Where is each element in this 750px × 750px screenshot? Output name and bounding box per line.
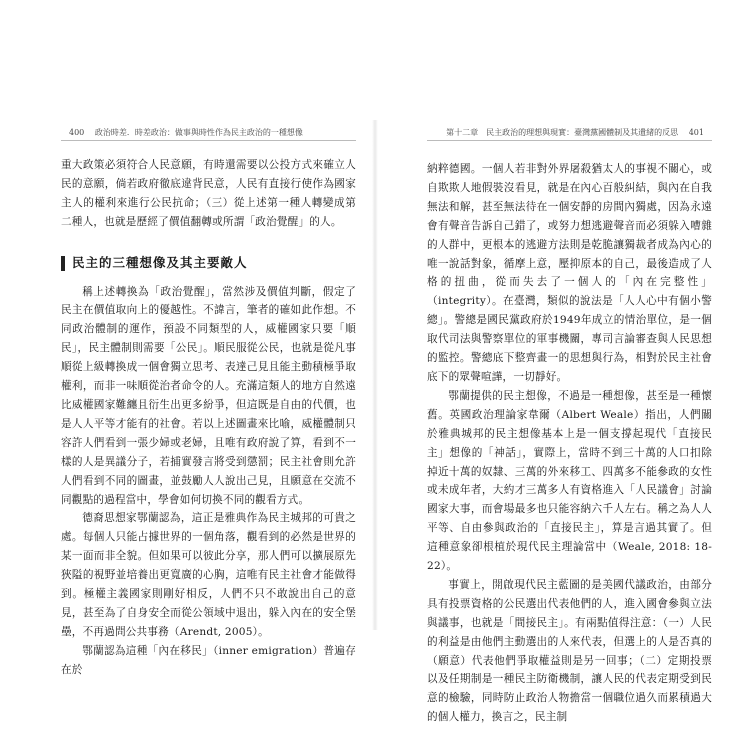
left-header-rule <box>61 140 356 141</box>
paragraph: 稱上述轉換為「政治覺醒」，當然涉及價值判斷，假定了民主在價值取向上的優越性。不諱言，筆者的確如此作想。不同政治體制的運作，預設不同類型的人，威權國家只要「順民」，民主體制則需要「公民」。順民服從公民，也就是從凡事順從上級轉換成一個會獨立思考、表達己見且能主動積極爭取權利，而非一味順從治者命令的人。充滿這類人的地方自然遠比威權國家難纏且衍生出更多紛爭，但這既是自由的代價，也是人人平等才能有的社會。若以上述圖畫來比喻，威權體制只容許人們看到一張少婦或老婦，且唯有政府說了算，看到不一樣的人是異議分子，若捕實發言將受到懲罰；民主社會則允許人們看到不同的圖畫，並鼓勵人人說出己見，且願意在交流不同觀點的過程當中，學會如何切換不同的觀看方式。 <box>61 285 356 506</box>
right-page <box>375 0 750 750</box>
paragraph: 事實上，開啟現代民主藍圖的是美國代議政治，由部分具有投票資格的公民選出代表他們的人，進入國會參與立法與議事，也就是「間接民主」。有兩點值得注意：（一）人民的利益是由他們主動選出的人來代表，但選上的人是否真的（願意）代表他們爭取權益則是另一回事；（二）定期投票以及任期制是一種民主防衛機制，讓人民的代表定期受到民意的檢驗，同時防止政治人物擔當一個職位過久而累積過大的個人權力，換言之，民主制 <box>427 578 712 724</box>
right-body-text <box>427 160 712 727</box>
paragraph: 德裔思想家鄂蘭認為，這正是雅典作為民主城邦的可貴之處。每個人只能占據世界的一個角落，觀看到的必然是世界的某一面而非全貌。但如果可以彼此分享，那人們可以擴展原先狹隘的視野並培養出更寬廣的心胸，這唯有民主社會才能做得到。極權主義國家則剛好相反，人們不只不敢說出自己的意見，甚至為了自身安全而從公領域中退出，躲入內在的安全堡壘，不再過問公共事務（Arendt, 2005）。 <box>61 512 356 638</box>
right-page-number: 401 <box>688 128 704 137</box>
section-heading-bar <box>61 256 65 271</box>
right-header-rule <box>427 140 712 141</box>
right-running-title: 第十二章 民主政治的理想與現實：臺灣黨國體制及其遺緒的反思 <box>446 128 679 137</box>
section-heading <box>61 254 356 273</box>
right-running-head <box>446 127 712 138</box>
left-running-head <box>61 127 303 138</box>
paragraph: 鄂蘭認為這種「內在移民」（inner emigration）普遍存在於 <box>61 644 356 676</box>
left-running-title: 政治時差．時差政治：做事與時性作為民主政治的一種想像 <box>94 128 303 137</box>
paragraph: 重大政策必須符合人民意願，有時還需要以公投方式來確立人民的意願，倘若政府徹底違背民意，人民有直接行使作為國家主人的權利來進行公民抗命；（三）從上述第一種人轉變成第二種人，也就是歷經了價值翻轉或所謂「政治覺醒」的人。 <box>61 159 356 228</box>
left-body-text <box>61 156 356 680</box>
paragraph: 鄂蘭提供的民主想像，不過是一種想像，甚至是一種懷舊。英國政治理論家韋爾（Albert Weale）指出，人們關於雅典城邦的民主想像基本上是一個支撐起現代「直接民主」想像的「神話」，實際上，當時不到三十萬的人口扣除掉近十萬的奴隸、三萬的外來移工、四萬多不能參政的女性或未成年者，大約才三萬多人有資格進入「人民議會」討論國家大事，而會場最多也只能容納六千人左右。稱之為人人平等、自由參與政治的「直接民主」，算是言過其實了。但這種意象卻根植於現代民主理論當中（Weale, 2018: 18-22）。 <box>427 389 712 573</box>
section-heading-text: 民主的三種想像及其主要敵人 <box>72 254 248 270</box>
paragraph: 納粹德國。一個人若非對外界屠殺猶太人的事視不關心，或自欺欺人地假裝沒看見，就是在內心百般糾結，與內在自我無法和解，甚至無法待在一個安靜的房間內獨處，因為永遠會有聲音告訴自己錯了，或努力想逃避聲音而必須躲入嘈雜的人群中，更根本的逃避方法則是乾脆讓獨裁者成為內心的唯一說話對象，循摩上意，壓抑原本的自己，最後造成了人格的扭曲，從而失去了一個人的「內在完整性」（integrity）。在臺灣，類似的說法是「人人心中有個小警總」。警總是國民黨政府於1949年成立的情治單位，是一個取代司法與警察單位的軍事機關，專司言論審查與人民思想的監控。警總底下整齊畫一的思想與行為，相對於民主社會底下的眾聲喧譁，一切靜好。 <box>427 163 712 383</box>
left-page-number: 400 <box>69 128 85 137</box>
